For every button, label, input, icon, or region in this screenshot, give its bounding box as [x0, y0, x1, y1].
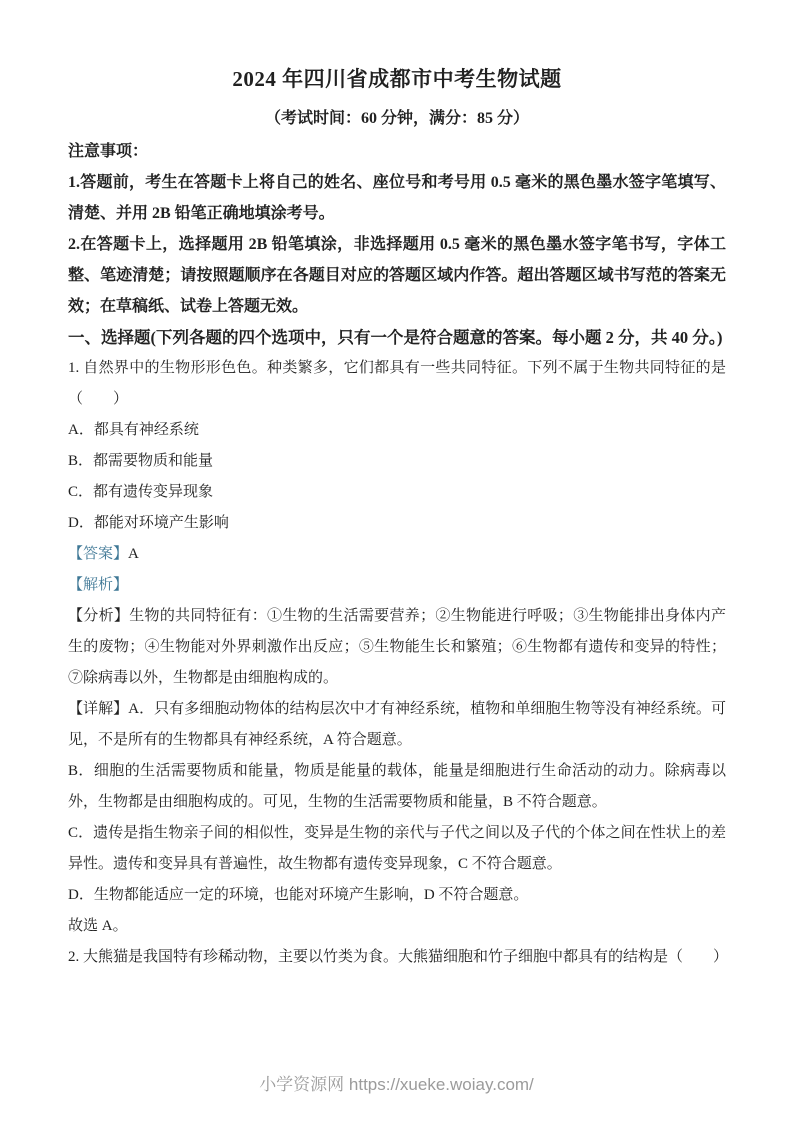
question-2-stem: 2. 大熊猫是我国特有珍稀动物，主要以竹类为食。大熊猫细胞和竹子细胞中都具有的结构是（ ）: [68, 949, 729, 965]
detail-paragraph-b: B．细胞的生活需要物质和能量，物质是能量的载体，能量是细胞进行生命活动的动力。除病毒以外，生物都是由细胞构成的。可见，生物的生活需要物质和能量，B 不符合题意。: [68, 763, 726, 810]
answer-label: 【答案】: [68, 546, 129, 562]
explanation-label: 【解析】: [68, 577, 129, 593]
detail-paragraph-c: C．遗传是指生物亲子间的相似性，变异是生物的亲代与子代之间以及子代的个体之间在性状上的差异性。遗传和变异具有普遍性，故生物都有遗传变异现象，C 不符合题意。: [68, 825, 726, 872]
document-body: [68, 136, 729, 973]
detail-paragraph-a: 【详解】A．只有多细胞动物体的结构层次中才有神经系统，植物和单细胞生物等没有神经系统。可见，不是所有的生物都具有神经系统，A 符合题意。: [68, 701, 726, 748]
exam-meta-subtitle: （考试时间：60 分钟，满分：85 分）: [264, 110, 529, 127]
detail-paragraph-d: D．生物都能适应一定的环境，也能对环境产生影响，D 不符合题意。: [68, 887, 529, 903]
question-1-option-c: C．都有遗传变异现象: [68, 484, 214, 500]
site-watermark-footer: 小学资源网 https://xueke.woiay.com/: [259, 1075, 534, 1094]
explanation-label-line: [68, 570, 726, 601]
page-title: 2024 年四川省成都市中考生物试题: [232, 67, 562, 91]
notice-heading: 注意事项：: [68, 143, 149, 160]
question-1-option-a: A．都具有神经系统: [68, 422, 199, 438]
conclusion-line: 故选 A。: [68, 918, 128, 934]
question-1-option-d: D．都能对环境产生影响: [68, 515, 229, 531]
analysis-paragraph: 【分析】生物的共同特征有：①生物的生活需要营养；②生物能进行呼吸；③生物能排出身体内产生的废物；④生物能对外界刺激作出反应；⑤生物能生长和繁殖；⑥生物都有遗传和变异的特性；⑦除病毒以外，生物都是由细胞构成的。: [68, 608, 726, 686]
answer-line: [68, 539, 726, 570]
question-1-option-b: B．都需要物质和能量: [68, 453, 214, 469]
notice-item-2: 2.在答题卡上，选择题用 2B 铅笔填涂，非选择题用 0.5 毫米的黑色墨水签字笔书写，字体工整、笔迹清楚；请按照题顺序在各题目对应的答题区域内作答。超出答题区域书写范的答案无效；在草稿纸、试卷上答题无效。: [68, 236, 726, 315]
section-heading-multiple-choice: 一、选择题(下列各题的四个选项中，只有一个是符合题意的答案。每小题 2 分，共 40 分。): [68, 328, 723, 347]
notice-item-1: 1.答题前，考生在答题卡上将自己的姓名、座位号和考号用 0.5 毫米的黑色墨水签字笔填写、清楚、并用 2B 铅笔正确地填涂考号。: [68, 174, 726, 222]
question-1-stem: 1. 自然界中的生物形形色色。种类繁多，它们都具有一些共同特征。下列不属于生物共同特征的是（ ）: [68, 360, 726, 407]
answer-value: A: [128, 546, 139, 562]
